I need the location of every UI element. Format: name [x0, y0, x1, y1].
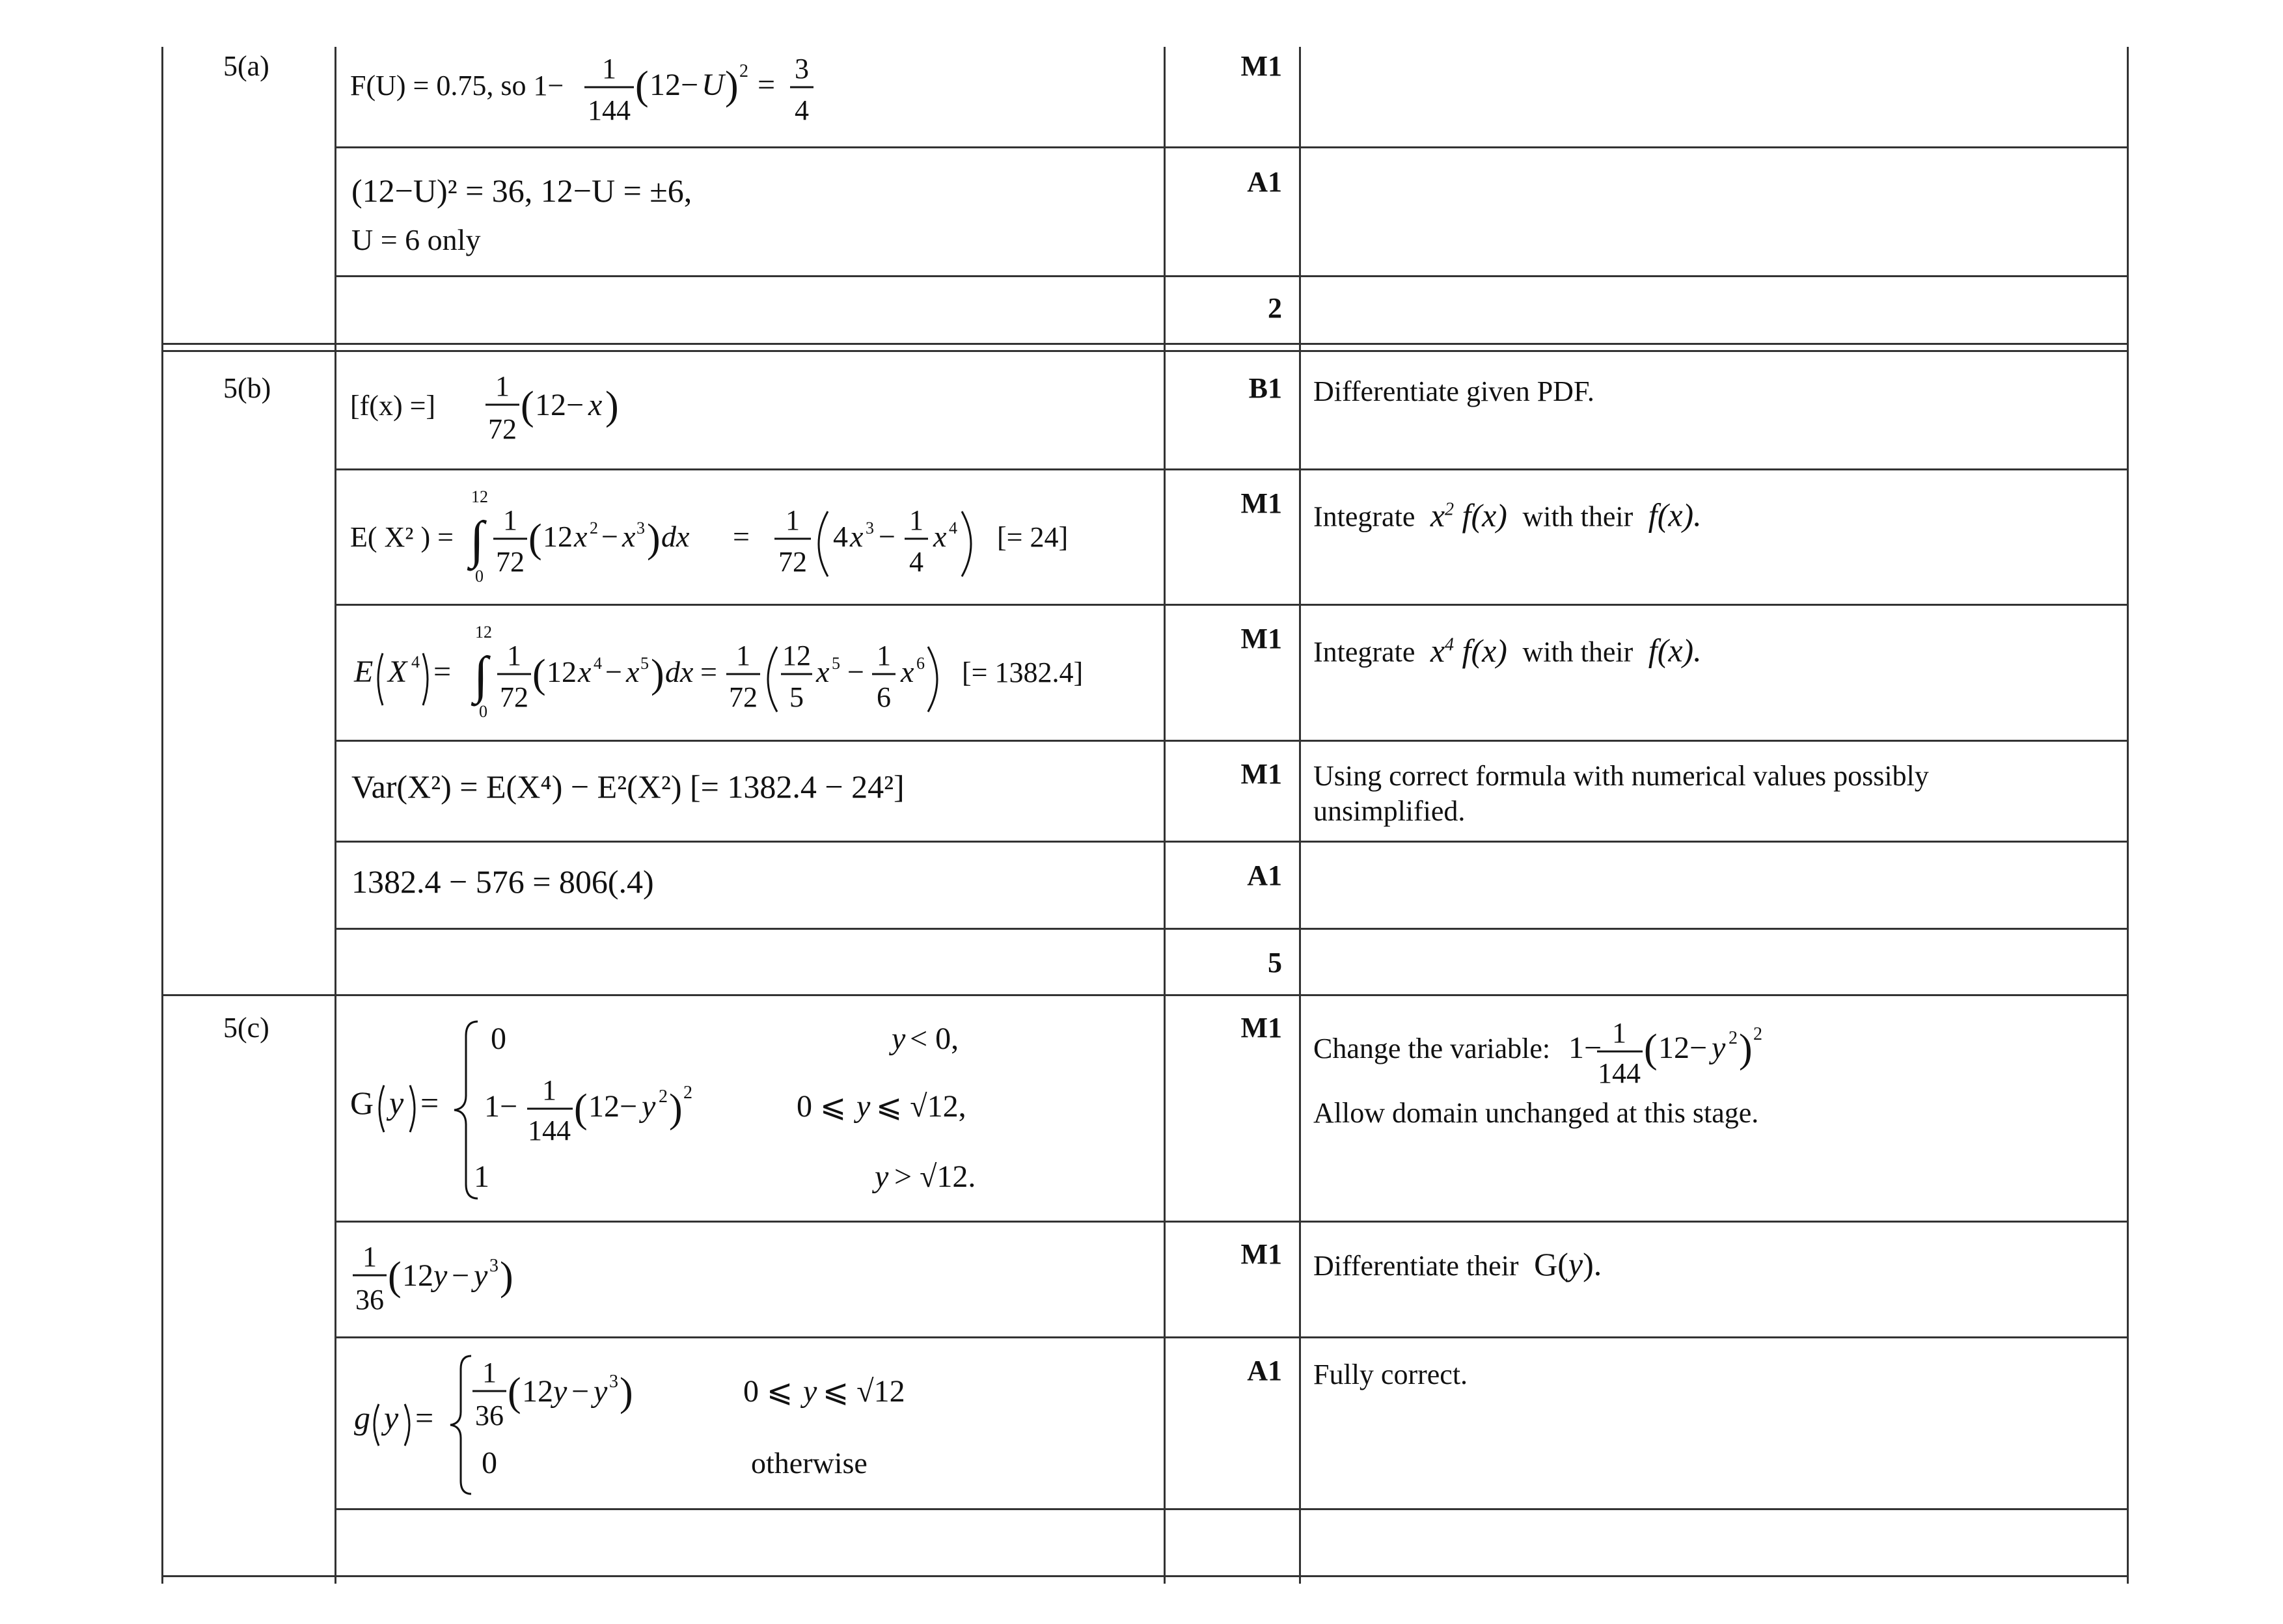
svg-text:−: −	[452, 1258, 470, 1293]
svg-text:(: (	[1644, 1027, 1658, 1071]
table-border-bottom	[161, 1575, 2129, 1577]
svg-text:1: 1	[542, 1074, 556, 1106]
svg-text:): )	[620, 1370, 633, 1414]
answer-5b-1	[350, 368, 676, 453]
math-expression: $x^2$ f(x)	[1422, 496, 1516, 534]
svg-text:72: 72	[729, 681, 758, 713]
svg-text:X: X	[388, 655, 407, 689]
svg-text:y: y	[642, 1089, 656, 1124]
answer-5b-5: 1382.4 − 576 = 806(.4)	[351, 863, 654, 900]
svg-text:(: (	[635, 64, 649, 108]
svg-text:∫: ∫	[470, 511, 484, 569]
question-label-5c: 5(c)	[223, 1012, 269, 1044]
change-variable-expression	[1313, 1015, 1873, 1100]
guidance-text: Allow domain unchanged at this stage.	[1313, 1097, 1759, 1129]
guidance-5b-4: Using correct formula with numerical values possibly unsimplified.	[1313, 760, 1929, 827]
svg-text:y: y	[1712, 1031, 1726, 1065]
guidance-text: with their	[1522, 636, 1634, 668]
svg-text:4: 4	[833, 520, 848, 553]
svg-text:y: y	[389, 1085, 404, 1121]
svg-text:12: 12	[782, 640, 811, 671]
svg-text:): )	[1739, 1027, 1753, 1071]
svg-text:72: 72	[778, 546, 807, 578]
answer-5a-2-line1: (12−U)² = 36, 12−U = ±6,	[351, 172, 692, 209]
svg-text:y: y	[875, 1159, 889, 1194]
guidance-5b-2	[1313, 492, 1702, 535]
row-divider	[335, 468, 2129, 470]
svg-text:1: 1	[909, 504, 923, 536]
svg-text:6: 6	[916, 654, 925, 673]
row-divider	[335, 928, 2129, 930]
svg-text:=: =	[415, 1400, 434, 1436]
guidance-text: Change the variable:	[1313, 1033, 1551, 1064]
svg-text:=: =	[700, 655, 717, 688]
svg-text:1−: 1−	[484, 1089, 518, 1124]
svg-text:2: 2	[590, 519, 598, 537]
svg-text:3: 3	[636, 519, 645, 537]
svg-text:(: (	[528, 517, 542, 561]
guidance-text: Differentiate their	[1313, 1250, 1519, 1282]
svg-text:dx: dx	[661, 520, 690, 553]
svg-text:): )	[725, 64, 739, 108]
mark-5b-1: B1	[1248, 372, 1282, 404]
answer-5a-2-line2: U = 6 only	[351, 223, 481, 256]
svg-text:12−: 12−	[535, 388, 584, 422]
mark-5a-total: 2	[1268, 292, 1282, 324]
row-divider	[335, 1221, 2129, 1223]
row-divider	[335, 1508, 2129, 1510]
svg-text:1: 1	[736, 640, 750, 671]
row-divider	[335, 146, 2129, 148]
svg-text:4: 4	[949, 519, 957, 537]
answer-text: E( X² ) =	[350, 521, 454, 553]
math-expression: f(x).	[1640, 496, 1702, 534]
svg-text:3: 3	[609, 1372, 618, 1392]
svg-text:x: x	[626, 655, 640, 688]
answer-5b-2	[350, 484, 1144, 588]
guidance-5c-1	[1313, 1015, 1873, 1131]
svg-text:(: (	[508, 1370, 521, 1414]
svg-text:=: =	[433, 655, 452, 689]
svg-text:E: E	[354, 655, 374, 689]
row-divider	[335, 740, 2129, 742]
svg-text:y: y	[856, 1089, 871, 1124]
svg-text:1: 1	[877, 640, 891, 671]
svg-text:1: 1	[507, 640, 521, 671]
svg-text:g: g	[354, 1400, 370, 1436]
column-divider-answer	[335, 47, 336, 1584]
svg-text:0: 0	[491, 1022, 506, 1056]
guidance-5b-3	[1313, 627, 1702, 670]
guidance-text: Integrate	[1313, 500, 1415, 533]
mark-5a-1: M1	[1240, 50, 1282, 82]
svg-text:4: 4	[795, 94, 809, 126]
svg-text:): )	[647, 517, 661, 561]
svg-text:(: (	[532, 652, 546, 696]
svg-text:1: 1	[786, 504, 800, 536]
row-divider	[335, 275, 2129, 277]
guidance-5c-3: Fully correct.	[1313, 1359, 1468, 1390]
svg-text:5: 5	[789, 681, 804, 713]
svg-text:⩽ √12,: ⩽ √12,	[876, 1089, 966, 1124]
svg-text:12: 12	[543, 520, 573, 553]
question-label-5b: 5(b)	[223, 372, 271, 404]
answer-5c-3	[350, 1344, 1066, 1500]
table-border-right	[2127, 47, 2129, 1584]
mark-5b-3: M1	[1240, 623, 1282, 655]
svg-text:1: 1	[1612, 1017, 1626, 1049]
answer-5b-4: Var(X²) = E(X⁴) − E²(X²) [= 1382.4 − 24²]	[351, 768, 905, 805]
svg-text:12: 12	[547, 655, 577, 688]
svg-text:12: 12	[522, 1374, 553, 1409]
answer-5b-3	[350, 619, 1157, 724]
answer-text: [= 24]	[997, 521, 1069, 553]
svg-text:): )	[669, 1087, 683, 1131]
svg-text:1−: 1−	[1568, 1031, 1602, 1065]
svg-text:y: y	[803, 1374, 817, 1409]
svg-text:5: 5	[832, 654, 840, 673]
svg-text:x: x	[850, 520, 864, 553]
svg-text:12: 12	[475, 623, 492, 642]
svg-text:y: y	[384, 1400, 399, 1436]
svg-text:3: 3	[795, 53, 809, 85]
answer-5c-1	[350, 1007, 1151, 1215]
svg-text:1: 1	[362, 1241, 377, 1273]
svg-text:0: 0	[479, 702, 487, 721]
svg-text:x: x	[622, 520, 636, 553]
guidance-5c-2	[1313, 1247, 1602, 1284]
svg-text:y: y	[474, 1258, 488, 1293]
svg-text:∫: ∫	[474, 647, 488, 704]
mark-5b-total: 5	[1268, 947, 1282, 979]
section-divider	[161, 343, 2129, 345]
math-expression: $x^4$ f(x)	[1422, 632, 1516, 669]
svg-text:x: x	[901, 655, 914, 688]
row-divider	[335, 604, 2129, 606]
answer-text: otherwise	[751, 1446, 868, 1480]
svg-text:12−: 12−	[649, 68, 699, 102]
svg-text:U: U	[702, 68, 724, 102]
svg-text:): )	[500, 1254, 513, 1299]
guidance-text: Integrate	[1313, 636, 1415, 668]
svg-text:x: x	[816, 655, 830, 688]
svg-text:72: 72	[496, 546, 525, 578]
svg-text:0: 0	[482, 1446, 497, 1480]
svg-text:2: 2	[1729, 1028, 1738, 1048]
row-divider	[335, 1336, 2129, 1338]
svg-text:12: 12	[402, 1258, 433, 1293]
svg-text:y: y	[553, 1374, 567, 1409]
svg-text:1: 1	[503, 504, 517, 536]
row-divider	[335, 841, 2129, 843]
svg-text:2: 2	[739, 61, 748, 81]
svg-text:dx: dx	[665, 655, 694, 688]
svg-text:−: −	[571, 1374, 590, 1409]
svg-text:72: 72	[488, 413, 517, 445]
svg-text:144: 144	[1598, 1057, 1641, 1089]
svg-text:y: y	[433, 1258, 448, 1293]
guidance-text: with their	[1522, 500, 1634, 533]
answer-text: F(U) = 0.75, so 1−	[350, 70, 564, 102]
svg-text:4: 4	[594, 654, 602, 673]
mark-5b-5: A1	[1247, 859, 1282, 891]
svg-text:2: 2	[659, 1087, 668, 1107]
svg-text:5: 5	[640, 654, 649, 673]
svg-text:y: y	[594, 1374, 608, 1409]
answer-text: [= 1382.4]	[962, 656, 1084, 688]
svg-text:x: x	[588, 388, 603, 422]
guidance-5b-1: Differentiate given PDF.	[1313, 375, 1594, 407]
math-expression: G(y).	[1525, 1246, 1602, 1282]
answer-5c-2	[350, 1235, 610, 1326]
svg-text:12: 12	[471, 487, 488, 506]
svg-text:): )	[651, 652, 664, 696]
svg-text:x: x	[574, 520, 588, 553]
mark-5c-1: M1	[1240, 1012, 1282, 1044]
svg-text:−: −	[847, 655, 864, 688]
svg-text:1: 1	[495, 370, 510, 402]
svg-text:−: −	[601, 520, 618, 553]
svg-text:): )	[605, 384, 619, 428]
svg-text:G: G	[350, 1085, 374, 1121]
svg-text:144: 144	[528, 1115, 571, 1146]
svg-text:4: 4	[411, 653, 420, 671]
svg-text:72: 72	[500, 681, 528, 713]
mark-5b-4: M1	[1240, 758, 1282, 790]
svg-text:−: −	[879, 520, 895, 553]
svg-text:−: −	[605, 655, 622, 688]
mark-5c-3: A1	[1247, 1355, 1282, 1387]
svg-text:2: 2	[683, 1083, 692, 1103]
svg-text:=: =	[420, 1085, 439, 1121]
section-divider	[161, 350, 2129, 352]
svg-text:=: =	[758, 68, 776, 102]
svg-text:x: x	[578, 655, 592, 688]
svg-text:12−: 12−	[1658, 1031, 1708, 1065]
mark-5b-2: M1	[1240, 487, 1282, 519]
svg-text:⩽ √12: ⩽ √12	[823, 1374, 905, 1409]
answer-text: [f(x) =]	[350, 390, 436, 422]
section-divider	[161, 994, 2129, 996]
svg-text:36: 36	[475, 1400, 504, 1431]
svg-text:x: x	[933, 520, 947, 553]
svg-text:=: =	[733, 520, 750, 553]
svg-text:4: 4	[909, 546, 923, 578]
svg-text:144: 144	[588, 94, 631, 126]
svg-text:1: 1	[482, 1357, 497, 1388]
table-border-left	[161, 47, 163, 1584]
column-divider-guidance	[1299, 47, 1301, 1584]
column-divider-marks	[1164, 47, 1166, 1584]
svg-text:< 0,: < 0,	[910, 1022, 959, 1056]
svg-text:(: (	[521, 384, 534, 428]
svg-text:3: 3	[489, 1256, 499, 1276]
svg-text:0 ⩽: 0 ⩽	[797, 1089, 847, 1124]
svg-text:0: 0	[475, 567, 484, 586]
svg-text:12−: 12−	[588, 1089, 638, 1124]
svg-text:0 ⩽: 0 ⩽	[743, 1374, 793, 1409]
question-label-5a: 5(a)	[223, 50, 269, 82]
svg-text:36: 36	[355, 1284, 384, 1316]
svg-text:1: 1	[474, 1159, 489, 1194]
svg-text:(: (	[388, 1254, 402, 1299]
svg-text:6: 6	[877, 681, 891, 713]
math-expression: f(x).	[1640, 632, 1702, 669]
svg-text:y: y	[892, 1022, 906, 1056]
svg-text:3: 3	[866, 519, 874, 537]
svg-text:(: (	[574, 1087, 588, 1131]
svg-text:2: 2	[1753, 1024, 1762, 1044]
svg-text:1: 1	[602, 53, 616, 85]
svg-text:> √12.: > √12.	[894, 1159, 976, 1194]
mark-5c-2: M1	[1240, 1238, 1282, 1270]
answer-5a-1	[350, 49, 871, 134]
mark-5a-2: A1	[1247, 166, 1282, 198]
